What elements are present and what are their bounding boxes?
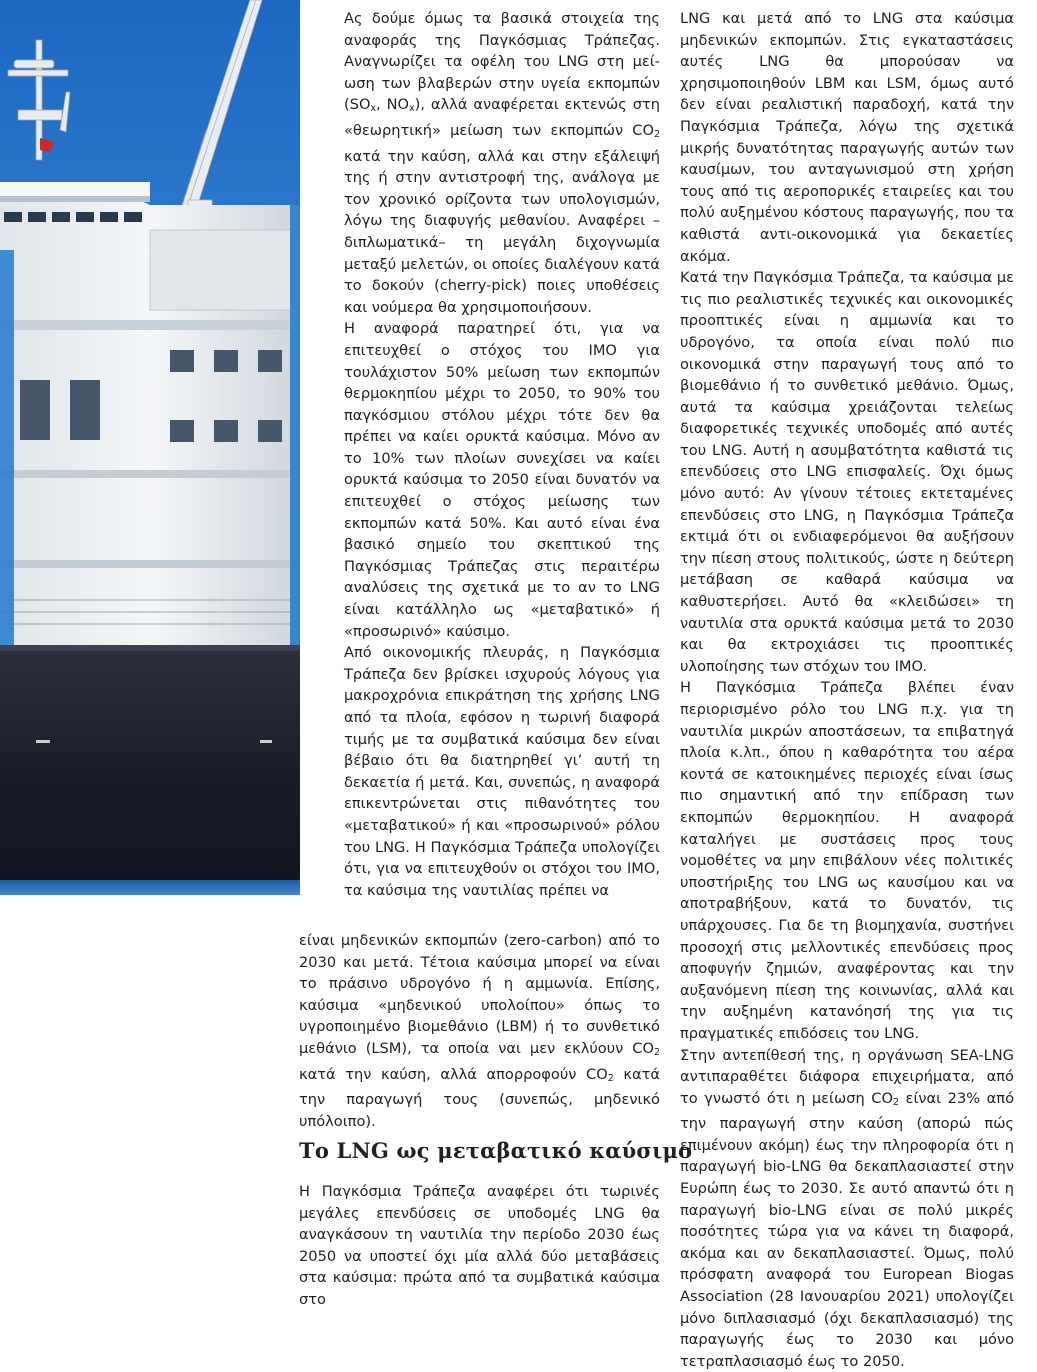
- paragraph: Ας δούμε όμως τα βασικά στοιχεία της αναφοράς της Παγκόσμιας Τράπεζας. Αναγνωρίζει τα οφέλη του LNG στη μείωση των βλαβερών στην υγεία εκπομπών ($SO_x$, $NO_x$), αλλά αναφέρεται εκτενώς στη «θεωρητική» μείωση των εκπομπών $CO_2$ κατά την καύση, αλλά και στην εξάλειψή της ή στην αντιστροφή της, ανάλογα με τον χρονικό ορίζοντα των υπολογισμών, λόγω της διαφυγής μεθανίου. Αναφέρει –διπλωματικά– τη μεγάλη διχογνωμία μεταξύ μελετών, οι οποίες διαλέγουν κατά το δοκούν (cherry-pick) ποιες υποθέσεις και νούμερα θα χρησιμοποιήσουν.: [344, 8, 660, 318]
- column-a-wide: [299, 930, 660, 1132]
- ship-photo: [0, 0, 330, 895]
- paragraph: Από οικονομικής πλευράς, η Παγκόσμια Τράπεζα δεν βρίσκει ισχυρούς λόγους για μακροχρόνια επικράτηση της χρήσης LNG από τα πλοία, εφόσον η τωρινή διαφορά τιμής με τα συμβατικά καύσιμα δεν είναι βέβαιο ότι θα διατηρηθεί γι’ αυτή τη δεκαετία ή μετά. Και, συνεπώς, η αναφορά επικεντρώνεται στις πιθανότητες του «μεταβατικού» ή και «προσωρινού» ρόλου του LNG. Η Παγκόσμια Τράπεζα υπολογίζει ότι, για να επιτευχθούν οι στόχοι του IMO, τα καύσιμα της ναυτιλίας πρέπει να: [344, 642, 660, 901]
- hull: [0, 645, 300, 880]
- paragraph: Κατά την Παγκόσμια Τράπεζα, τα καύσιμα με τις πιο ρεαλιστικές τεχνικές και οικονομικές προοπτικές είναι η αμμωνία και το υδρογόνο, τα οποία είναι πολύ πιο οικονομικά στην παραγωγή τους από το βιομεθάνιο ή το συνθετικό μεθάνιο. Όμως, αυτά τα καύσιμα χρειάζονται τελείως διαφορετικές τεχνικές υποδομές από αυτές του LNG. Αυτή η ασυμβατότητα καθιστά τις επενδύσεις στο LNG επισφαλείς. Όχι όμως μόνο αυτό: Αν γίνουν τέτοιες εκτεταμένες επενδύσεις στο LNG, η Παγκόσμια Τράπεζα εκτιμά ότι οι ενδιαφερόμενοι θα αυξήσουν την πίεση στους πολιτικούς, ώστε η δεύτερη μετάβαση σε καθαρά καύσιμα να καθυστερήσει. Αυτό θα «κλειδώσει» τη ναυτιλία στα ορυκτά καύσιμα μετά το 2030 και θα εκτροχιάσει τις προοπτικές υλοποίησης των στόχων του IMO.: [680, 267, 1014, 677]
- paragraph: Η αναφορά παρατηρεί ότι, για να επιτευχθεί ο στόχος του IMO για τουλάχιστον 50% μείωση των εκπομπών θερμοκηπίου μέχρι το 2050, το 90% του παγκόσμιου στόλου μέχρι τότε δεν θα πρέπει να καίει ορυκτά καύσιμα. Μόνο αν το 10% των πλοίων συνεχίσει να καίει ορυκτά καύσιμα το 2050 είναι δυνατόν να επιτευχθεί ο στόχος μείωσης των εκπομπών κατά 50%. Και αυτό είναι ένα βασικό σημείο του σκεπτικού της Παγκόσμιας Τράπεζας στις περαιτέρω αναλύσεις της σχετικά με το αν το LNG είναι κατάλληλο ως «μεταβατικό» ή «προσωρινό» καύσιμο.: [344, 318, 660, 642]
- column-b: [680, 8, 1014, 1372]
- column-a: [344, 8, 660, 901]
- water: [0, 880, 300, 895]
- paragraph: LNG και μετά από το LNG στα καύσιμα μηδενικών εκπομπών. Στις εγκαταστάσεις αυτές LNG θα μπορούσαν να χρησιμοποιηθούν LBM και LSM, όμως αυτό δεν είναι ρεαλιστική παραδοχή, κατά την Παγκόσμια Τράπεζα, λόγω της σχετικά μικρής δυνατότητας παραγωγής αυτών των καυσίμων, του ανταγωνισμού στη χρήση τους από τις αεροπορικές εταιρείες και του πολύ αυξημένου κόστους παραγωγής, που τα καθιστά αντι-οικονομικά για δεκαετίες ακόμα.: [680, 8, 1014, 267]
- column-a-bottom: [299, 1181, 660, 1311]
- section-heading: Το LNG ως μεταβατικό καύσιμο: [299, 1138, 692, 1163]
- paragraph: Η Παγκόσμια Τράπεζα βλέπει έναν περιορισμένο ρόλο του LNG π.χ. για τη ναυτιλία μικρών αποστάσεων, τα επιβατηγά πλοία κ.λπ., όπου η καθαρότητα του αέρα κοντά σε κατοικημένες περιοχές είναι ίσως πιο σημαντική από την επίδραση των εκπομπών θερμοκηπίου. Η αναφορά καταλήγει με συστάσεις προς τους νομοθέτες να μην επιβάλουν νέες πολιτικές υποστήριξης του LNG ως καυσίμου και να αποτραβήξουν, κατά το δυνατόν, τις υπάρχουσες. Για δε τη βιομηχανία, συστήνει προσοχή στις μελλοντικές επενδύσεις προς αποφυγήν ζημιών, αναφέροντας και την αυξανόμενη πίεση της κοινωνίας, αλλά και την αυξημένη κατανόησή της για τις πραγματικές επιδόσεις του LNG.: [680, 677, 1014, 1044]
- paragraph: Η Παγκόσμια Τράπεζα αναφέρει ότι τωρινές μεγάλες επενδύσεις σε υποδομές LNG θα αναγκάσουν τη ναυτιλία την περίοδο 2030 έως 2050 να υποστεί όχι μία αλλά δύο μεταβάσεις στα καύσιμα: πρώτα από τα συμβατικά καύσιμα στο: [299, 1181, 660, 1311]
- paragraph: Στην αντεπίθεσή της, η οργάνωση SEA-LNG αντιπαραθέτει διάφορα επιχειρήματα, από το γνωστό ότι η μείωση $CO_2$ είναι 23% από την παραγωγή στην καύση (απορώ πώς επιμένουν ακόμη) έως την πληροφορία ότι η παραγωγή bio-LNG θα δεκαπλασιαστεί στην Ευρώπη έως το 2030. Σε αυτό απαντώ ότι η παραγωγή bio-LNG είναι σε πολύ μικρές ποσότητες τώρα για να κάνει τη διαφορά, ακόμα και αν δεκαπλασιαστεί. Όμως, πολύ πρόσφατη αναφορά του European Biogas Association (28 Ιανουαρίου 2021) υπολογίζει μόνο διπλασιασμό (όχι δεκαπλασιασμό) της παραγωγής έως το 2030 και μόνο τετραπλασιασμό έως το 2050.: [680, 1045, 1014, 1372]
- paragraph: είναι μηδενικών εκπομπών (zero-carbon) από το 2030 και μετά. Τέτοια καύσιμα μπορεί να είναι το πράσινο υδρογόνο ή η αμμωνία. Επίσης, καύσιμα «μηδενικού υπολοίπου» όπως το υγροποιημένο βιομεθάνιο (LBM) ή το συνθετικό μεθάνιο (LSM), τα οποία ναι μεν εκλύουν $CO_2$ κατά την καύση, αλλά απορροφούν $CO_2$ κατά την παραγωγή τους (συνεπώς, μηδενικό υπόλοιπο).: [299, 930, 660, 1132]
- superstructure: [0, 182, 300, 650]
